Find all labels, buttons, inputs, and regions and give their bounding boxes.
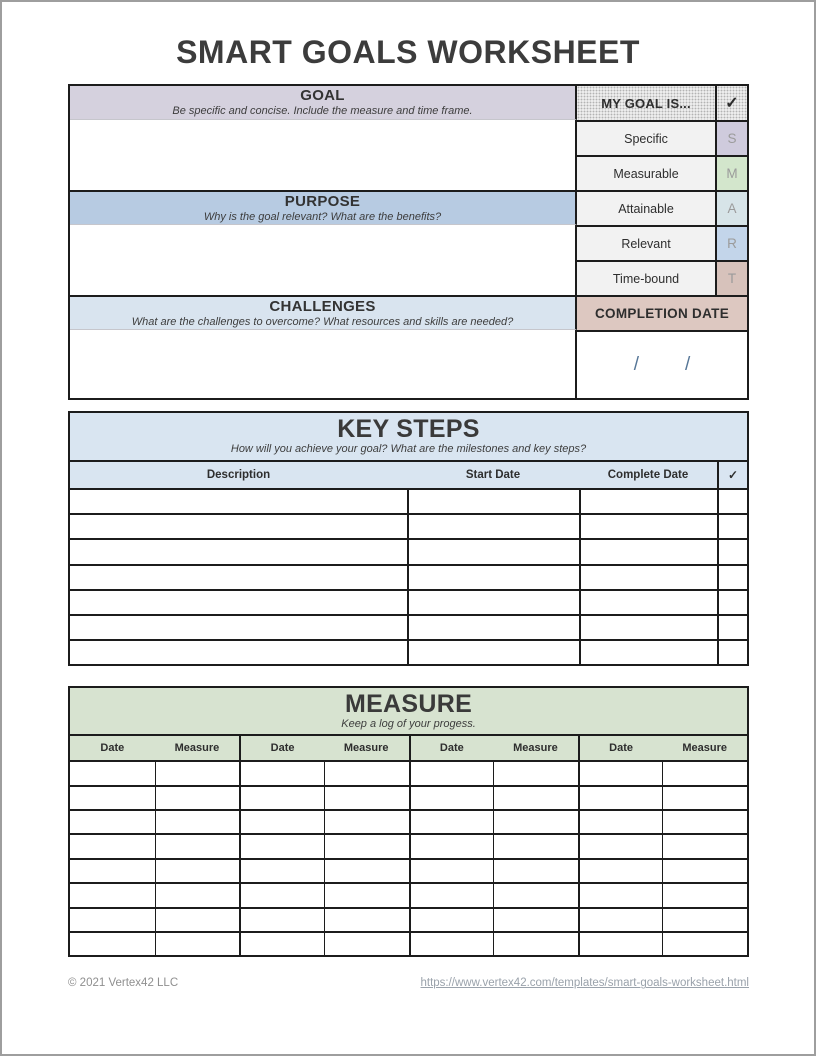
table-row — [70, 589, 747, 614]
table-row — [70, 564, 747, 589]
empty-cell[interactable] — [578, 884, 663, 906]
goal-section-subtitle: Be specific and concise. Include the measure and time frame. — [172, 105, 473, 117]
empty-cell[interactable] — [717, 641, 747, 664]
table-row — [70, 639, 747, 664]
column-header-date: Date — [239, 736, 324, 760]
page-footer — [68, 977, 749, 989]
empty-cell[interactable] — [493, 909, 578, 931]
empty-cell[interactable] — [324, 933, 409, 955]
smart-check-cell-a[interactable]: A — [715, 190, 747, 225]
empty-cell[interactable] — [662, 811, 747, 833]
empty-cell[interactable] — [155, 884, 240, 906]
column-header-description: Description — [206, 469, 271, 481]
challenges-input-area[interactable] — [70, 330, 577, 398]
my-goal-is-header: MY GOAL IS... — [577, 86, 715, 120]
challenges-section-subtitle: What are the challenges to overcome? What resources and skills are needed? — [131, 316, 514, 328]
purpose-section-subtitle: Why is the goal relevant? What are the benefits? — [203, 211, 442, 223]
measure-subtitle: Keep a log of your progess. — [341, 718, 476, 731]
empty-cell[interactable] — [579, 515, 717, 538]
goal-input-area[interactable] — [70, 120, 577, 190]
empty-cell[interactable] — [407, 515, 579, 538]
empty-cell[interactable] — [409, 811, 494, 833]
empty-cell[interactable] — [493, 787, 578, 809]
empty-cell[interactable] — [662, 909, 747, 931]
goal-table — [68, 84, 749, 400]
measure-header — [70, 688, 747, 734]
column-header-measure: Measure — [682, 742, 727, 755]
key-steps-body — [70, 488, 747, 664]
empty-cell[interactable] — [70, 540, 407, 563]
empty-cell[interactable] — [717, 540, 747, 563]
empty-cell[interactable] — [409, 835, 494, 857]
measure-body — [70, 760, 747, 955]
column-header-measure: Measure — [513, 742, 558, 755]
empty-cell[interactable] — [70, 566, 407, 589]
empty-cell[interactable] — [324, 787, 409, 809]
challenges-section-header — [70, 295, 577, 330]
measure-column-headers — [70, 734, 747, 760]
smart-row-label-time-bound: Time-bound — [577, 260, 715, 295]
empty-cell[interactable] — [578, 811, 663, 833]
copyright-text: © 2021 Vertex42 LLC — [68, 977, 179, 990]
purpose-section-header — [70, 190, 577, 225]
column-header-start-date: Start Date — [465, 469, 521, 481]
table-row — [70, 760, 747, 784]
smart-check-cell-m[interactable]: M — [715, 155, 747, 190]
empty-cell[interactable] — [662, 860, 747, 882]
smart-row-label-relevant: Relevant — [577, 225, 715, 260]
empty-cell[interactable] — [155, 787, 240, 809]
smart-check-cell-r[interactable]: R — [715, 225, 747, 260]
empty-cell[interactable] — [239, 860, 324, 882]
empty-cell[interactable] — [70, 787, 155, 809]
smart-check-cell-t[interactable]: T — [715, 260, 747, 295]
empty-cell[interactable] — [70, 490, 407, 513]
key-steps-title: KEY STEPS — [337, 415, 480, 443]
table-row — [70, 882, 747, 906]
smart-row-label-specific: Specific — [577, 120, 715, 155]
empty-cell[interactable] — [578, 909, 663, 931]
empty-cell[interactable] — [70, 835, 155, 857]
check-mark-icon: ✓ — [717, 462, 747, 488]
empty-cell[interactable] — [324, 762, 409, 784]
empty-cell[interactable] — [324, 909, 409, 931]
empty-cell[interactable] — [579, 641, 717, 664]
empty-cell[interactable] — [239, 811, 324, 833]
empty-cell[interactable] — [409, 933, 494, 955]
smart-row-label-measurable: Measurable — [577, 155, 715, 190]
empty-cell[interactable] — [70, 909, 155, 931]
empty-cell[interactable] — [239, 884, 324, 906]
smart-row-label-attainable: Attainable — [577, 190, 715, 225]
empty-cell[interactable] — [155, 860, 240, 882]
measure-title: MEASURE — [344, 690, 473, 719]
empty-cell[interactable] — [155, 811, 240, 833]
empty-cell[interactable] — [407, 540, 579, 563]
empty-cell[interactable] — [407, 591, 579, 614]
key-steps-subtitle: How will you achieve your goal? What are the milestones and key steps? — [230, 443, 587, 455]
empty-cell[interactable] — [717, 566, 747, 589]
smart-check-cell-s[interactable]: S — [715, 120, 747, 155]
empty-cell[interactable] — [493, 933, 578, 955]
completion-date-input-area[interactable] — [577, 330, 747, 398]
page-title: SMART GOALS WORKSHEET — [176, 34, 640, 70]
empty-cell[interactable] — [70, 616, 407, 639]
purpose-input-area[interactable] — [70, 225, 577, 295]
empty-cell[interactable] — [409, 860, 494, 882]
empty-cell[interactable] — [239, 787, 324, 809]
measure-table — [68, 686, 749, 957]
empty-cell[interactable] — [717, 616, 747, 639]
empty-cell[interactable] — [493, 835, 578, 857]
empty-cell[interactable] — [70, 515, 407, 538]
table-row — [70, 931, 747, 955]
empty-cell[interactable] — [662, 787, 747, 809]
empty-cell[interactable] — [578, 933, 663, 955]
column-header-date: Date — [578, 736, 663, 760]
table-row — [70, 809, 747, 833]
empty-cell[interactable] — [493, 860, 578, 882]
empty-cell[interactable] — [407, 641, 579, 664]
empty-cell[interactable] — [578, 787, 663, 809]
key-steps-table — [68, 411, 749, 666]
column-header-date: Date — [100, 742, 125, 755]
table-row — [70, 614, 747, 639]
empty-cell[interactable] — [409, 909, 494, 931]
empty-cell[interactable] — [324, 884, 409, 906]
empty-cell[interactable] — [578, 762, 663, 784]
empty-cell[interactable] — [578, 835, 663, 857]
table-row — [70, 538, 747, 563]
empty-cell[interactable] — [324, 860, 409, 882]
column-header-complete-date: Complete Date — [607, 469, 689, 481]
empty-cell[interactable] — [70, 860, 155, 882]
empty-cell[interactable] — [70, 762, 155, 784]
empty-cell[interactable] — [239, 835, 324, 857]
purpose-section-title: PURPOSE — [284, 193, 361, 210]
empty-cell[interactable] — [717, 515, 747, 538]
empty-cell[interactable] — [493, 762, 578, 784]
empty-cell[interactable] — [239, 909, 324, 931]
empty-cell[interactable] — [662, 884, 747, 906]
empty-cell[interactable] — [579, 616, 717, 639]
goal-section-header — [70, 86, 577, 120]
empty-cell[interactable] — [662, 835, 747, 857]
column-header-date: Date — [409, 736, 494, 760]
empty-cell[interactable] — [579, 566, 717, 589]
key-steps-column-headers — [70, 460, 747, 488]
empty-cell[interactable] — [324, 835, 409, 857]
template-url-link[interactable]: https://www.vertex42.com/templates/smart-goals-worksheet.html — [420, 977, 749, 990]
empty-cell[interactable] — [493, 884, 578, 906]
empty-cell[interactable] — [155, 835, 240, 857]
check-mark-icon: ✓ — [715, 86, 747, 120]
empty-cell[interactable] — [578, 860, 663, 882]
empty-cell[interactable] — [70, 884, 155, 906]
empty-cell[interactable] — [409, 787, 494, 809]
table-row — [70, 785, 747, 809]
table-row — [70, 488, 747, 513]
date-slash: / — [633, 354, 639, 375]
table-row — [70, 513, 747, 538]
empty-cell[interactable] — [70, 591, 407, 614]
empty-cell[interactable] — [155, 933, 240, 955]
empty-cell[interactable] — [493, 811, 578, 833]
empty-cell[interactable] — [239, 762, 324, 784]
empty-cell[interactable] — [155, 909, 240, 931]
empty-cell[interactable] — [717, 490, 747, 513]
challenges-section-title: CHALLENGES — [269, 298, 376, 315]
table-row — [70, 858, 747, 882]
empty-cell[interactable] — [70, 933, 155, 955]
goal-section-title: GOAL — [300, 87, 345, 104]
table-row — [70, 907, 747, 931]
empty-cell[interactable] — [155, 762, 240, 784]
empty-cell[interactable] — [239, 933, 324, 955]
empty-cell[interactable] — [662, 762, 747, 784]
empty-cell[interactable] — [409, 762, 494, 784]
empty-cell[interactable] — [70, 641, 407, 664]
empty-cell[interactable] — [70, 811, 155, 833]
empty-cell[interactable] — [324, 811, 409, 833]
empty-cell[interactable] — [579, 591, 717, 614]
column-header-measure: Measure — [343, 742, 389, 755]
empty-cell[interactable] — [407, 490, 579, 513]
completion-date-header: COMPLETION DATE — [577, 295, 747, 330]
empty-cell[interactable] — [579, 490, 717, 513]
column-header-measure: Measure — [174, 742, 220, 755]
date-slash: / — [685, 354, 691, 375]
empty-cell[interactable] — [717, 591, 747, 614]
empty-cell[interactable] — [579, 540, 717, 563]
key-steps-header — [70, 413, 747, 460]
empty-cell[interactable] — [409, 884, 494, 906]
table-row — [70, 833, 747, 857]
empty-cell[interactable] — [662, 933, 747, 955]
empty-cell[interactable] — [407, 566, 579, 589]
empty-cell[interactable] — [407, 616, 579, 639]
